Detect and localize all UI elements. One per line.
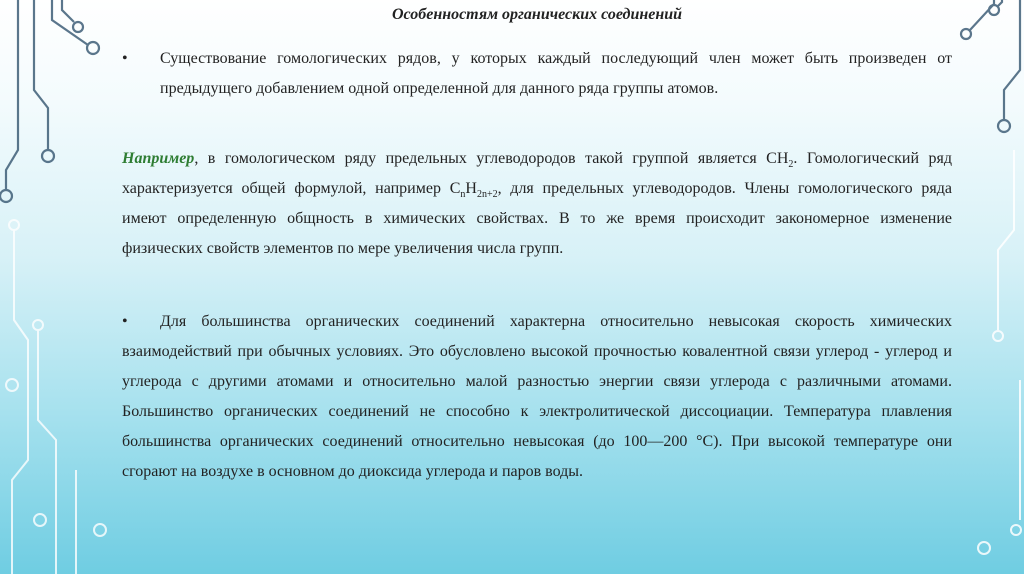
bullet-marker-2: • bbox=[122, 313, 128, 330]
circuit-decoration-right bbox=[954, 0, 1024, 574]
bullet-marker-1: • bbox=[122, 50, 128, 67]
bullet-paragraph-1: Существование гомологических рядов, у которых каждый последующий член может быть произведен от предыдущего добавлением одной определенной для данного ряда группы атомов. bbox=[160, 50, 952, 97]
bullet-paragraph-2: Для большинства органических соединений характерна относительно невысокая скорость химических взаимодействий при обычных условиях. Это обусловлено высокой прочностью ковалентной связи углерод - углерод и углерода с другими атомами и относительно малой разностью энергии связи углерода с различными атомами. Большинство органических соединений не способно к электролитической диссоциации. Температура плавления большинства органических соединений относительно невысокая (до 100—200 °С). При высокой температуре они сгорают на воздухе в основном до диоксида углерода и паров воды. bbox=[122, 313, 952, 480]
example-paragraph: Например, в гомологическом ряду предельных углеводородов такой группой является $CH_2$. Гомологический ряд характеризуется общей формулой, например $C_nH_{2n+2}$, для предельных углеводородов. Члены гомологического ряда имеют определенную общность в химических свойствах. В то же время происходит закономерное изменение физических свойств элементов по мере увеличения числа групп. bbox=[122, 150, 953, 257]
circuit-decoration-left bbox=[0, 0, 110, 574]
slide-title: Особенностям органических соединений bbox=[391, 6, 683, 23]
example-lead: Например bbox=[122, 150, 195, 167]
